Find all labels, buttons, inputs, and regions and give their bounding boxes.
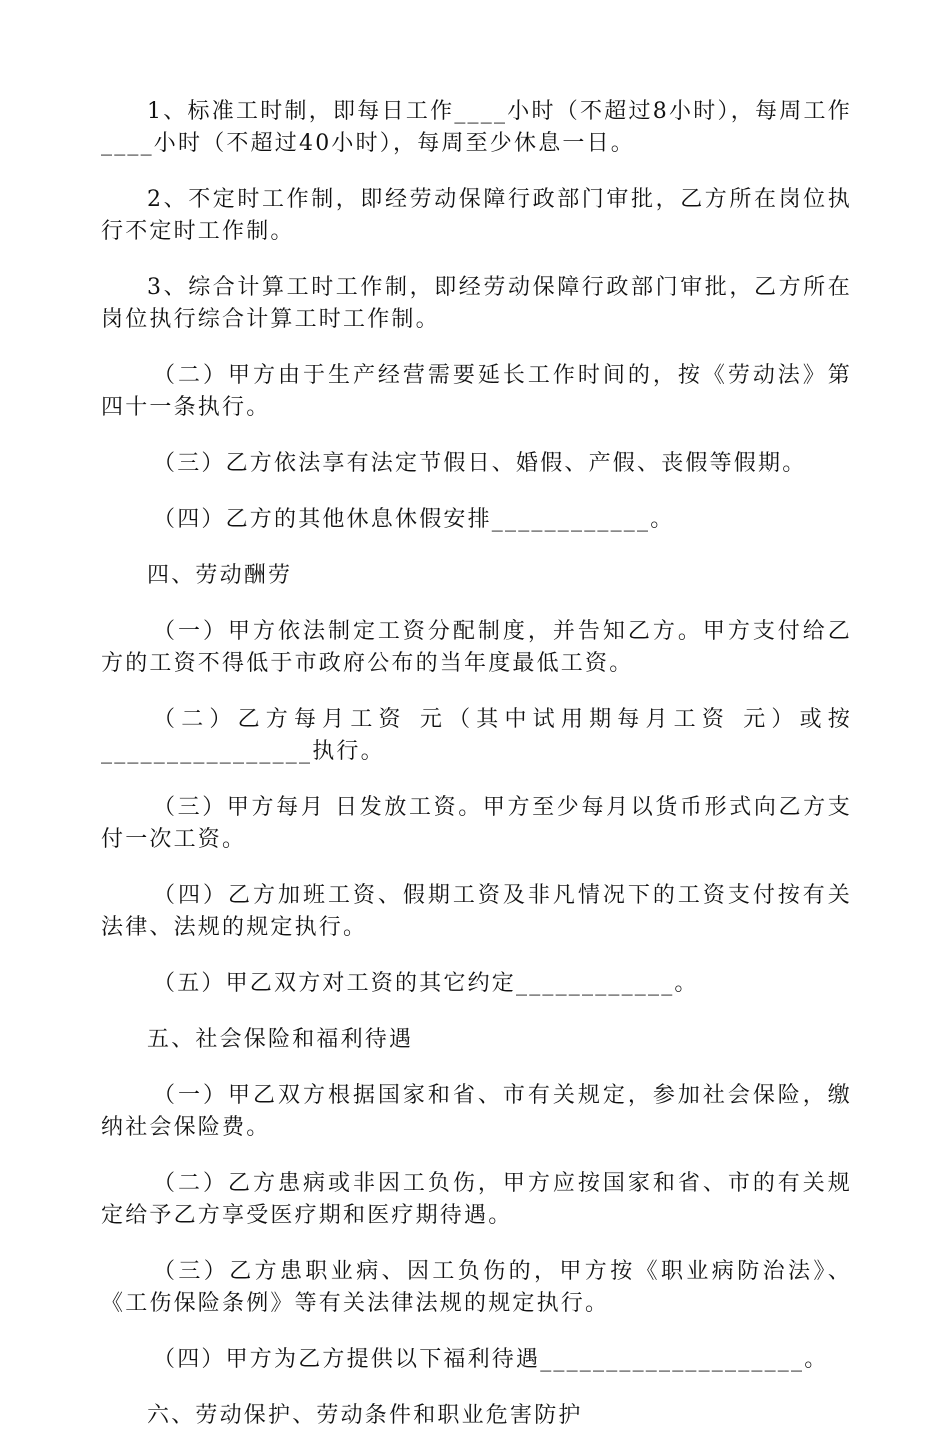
- section-heading-remuneration: 四、劳动酬劳: [147, 563, 293, 588]
- clause-other-wage-terms: （五）甲乙双方对工资的其它约定____________。: [153, 971, 699, 996]
- clause-welfare: （四）甲方为乙方提供以下福利待遇____________________。: [153, 1347, 829, 1372]
- clause-sick-leave: （二）乙方患病或非因工负伤，甲方应按国家和省、市的有关规定给予乙方享受医疗期和医疗期待遇。: [101, 1171, 852, 1228]
- clause-occupational-injury: （三）乙方患职业病、因工负伤的，甲方按《职业病防治法》、《工伤保险条例》等有关法律法规的规定执行。: [101, 1259, 852, 1316]
- clause-wage-system: （一）甲方依法制定工资分配制度，并告知乙方。甲方支付给乙方的工资不得低于市政府公布的当年度最低工资。: [101, 619, 852, 676]
- clause-overtime: （二）甲方由于生产经营需要延长工作时间的，按《劳动法》第四十一条执行。: [101, 363, 852, 420]
- section-heading-labor-protection: 六、劳动保护、劳动条件和职业危害防护: [147, 1403, 583, 1428]
- clause-payday: （三）甲方每月 日发放工资。甲方至少每月以货币形式向乙方支付一次工资。: [101, 795, 852, 852]
- clause-standard-hours: 1、标准工时制，即每日工作____小时（不超过8小时），每周工作____小时（不超过40小时），每周至少休息一日。: [101, 99, 852, 156]
- clause-flexible-hours: 2、不定时工作制，即经劳动保障行政部门审批，乙方所在岗位执行不定时工作制。: [101, 187, 852, 244]
- clause-other-leave: （四）乙方的其他休息休假安排____________。: [153, 507, 675, 532]
- clause-holidays: （三）乙方依法享有法定节假日、婚假、产假、丧假等假期。: [153, 451, 807, 476]
- clause-social-insurance: （一）甲乙双方根据国家和省、市有关规定，参加社会保险，缴纳社会保险费。: [101, 1083, 852, 1140]
- clause-comprehensive-hours: 3、综合计算工时工作制，即经劳动保障行政部门审批，乙方所在岗位执行综合计算工时工作制。: [101, 275, 852, 332]
- section-heading-social-insurance: 五、社会保险和福利待遇: [147, 1027, 414, 1052]
- clause-overtime-pay: （四）乙方加班工资、假期工资及非凡情况下的工资支付按有关法律、法规的规定执行。: [101, 883, 852, 940]
- clause-monthly-wage: （二）乙方每月工资 元（其中试用期每月工资 元）或按________________执行。: [101, 707, 852, 764]
